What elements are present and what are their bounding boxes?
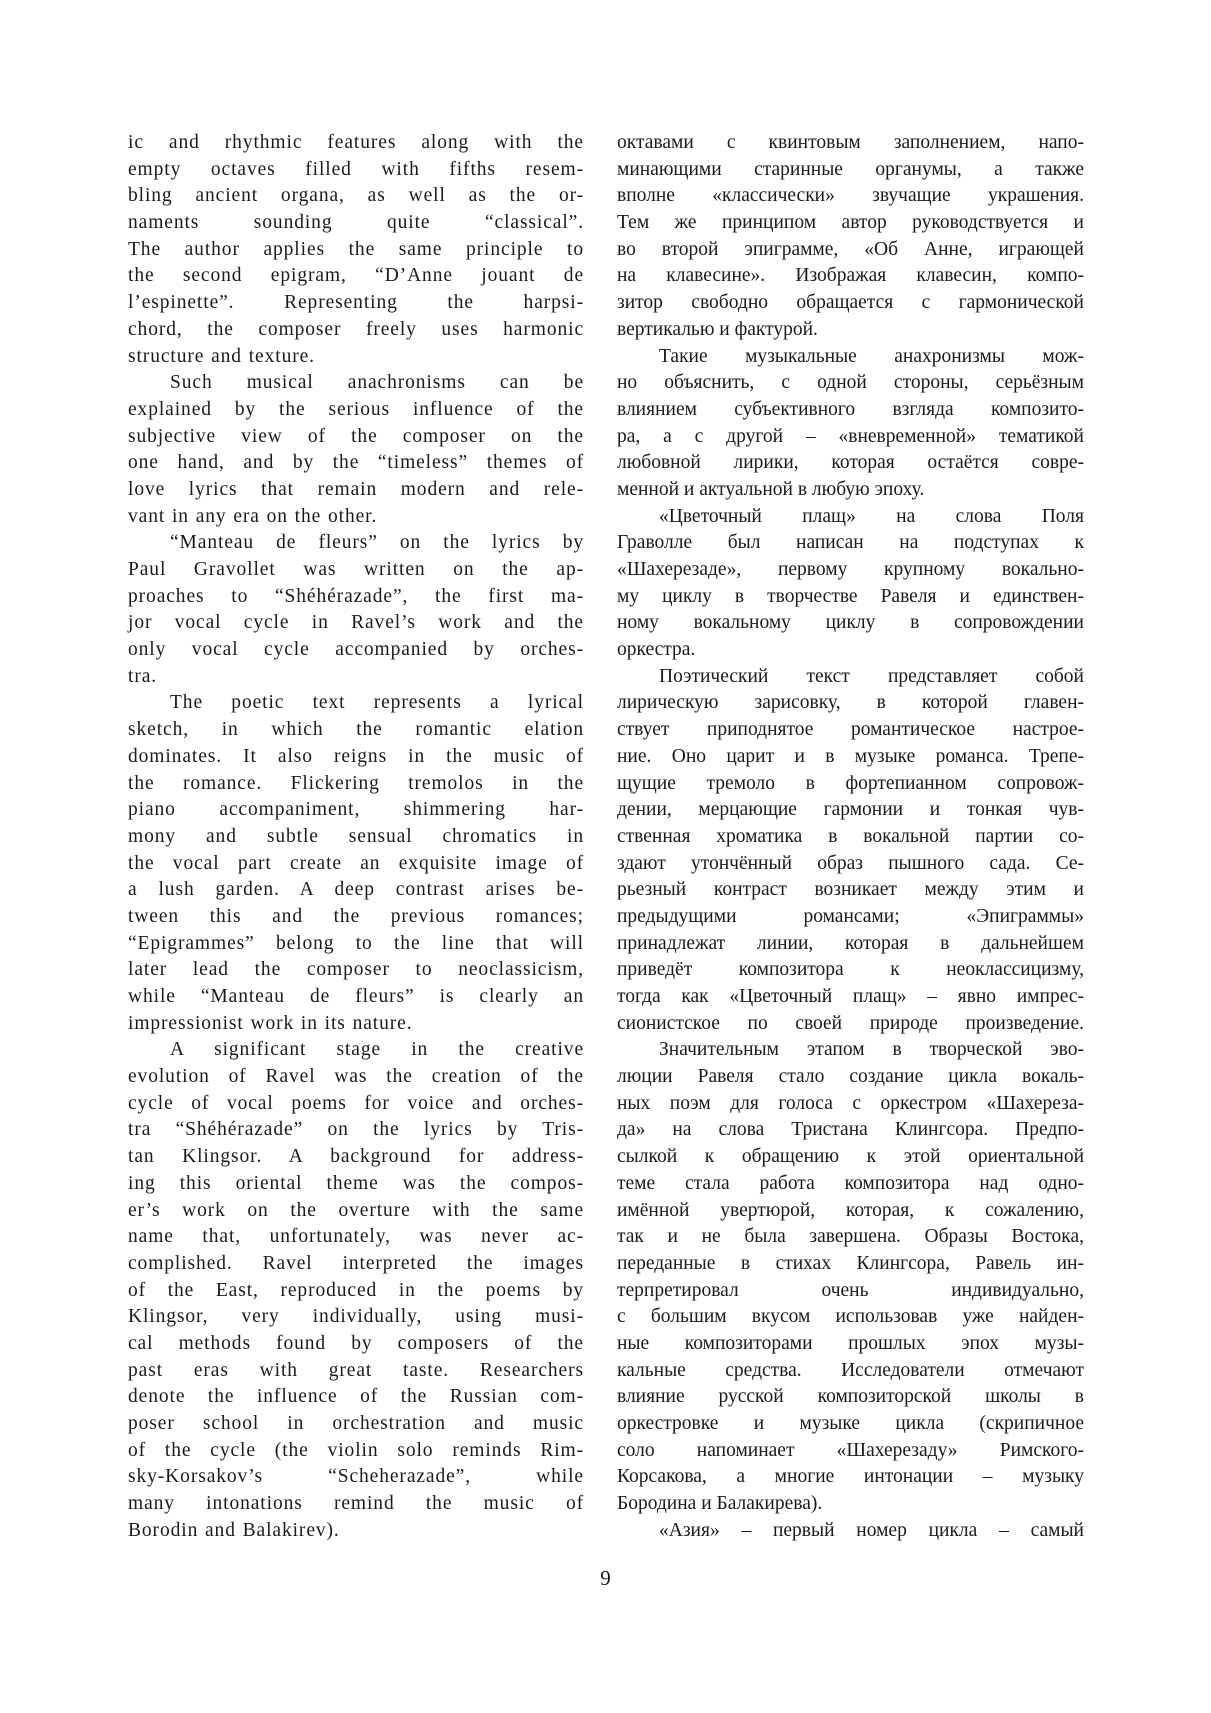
text-line: зитор свободно обращается с гармонической <box>617 292 1084 314</box>
text-line: denote the influence of the Russian com- <box>128 1386 584 1408</box>
text-line: терпретировал очень индивидуально, <box>617 1279 1084 1301</box>
text-line: ствует приподнятое романтическое настрое- <box>617 719 1084 741</box>
text-line: ние. Оно царит и в музыке романса. Трепе- <box>617 745 1084 767</box>
text-line: Such musical anachronisms can be <box>170 372 584 394</box>
text-line: ные композиторами прошлых эпох музы- <box>617 1332 1084 1354</box>
text-line: ing this oriental theme was the compos- <box>128 1172 584 1194</box>
text-line: sketch, in which the romantic elation <box>128 719 584 741</box>
text-line: a lush garden. A deep contrast arises be- <box>128 879 584 901</box>
text-line: The poetic text represents a lyrical <box>170 692 584 714</box>
text-line: влияние русской композиторской школы в <box>617 1386 1084 1408</box>
text-line: так и не была завершена. Образы Востока, <box>617 1226 1084 1248</box>
text-line: past eras with great taste. Researchers <box>128 1359 584 1381</box>
text-line: subjective view of the composer on the <box>128 425 584 447</box>
text-line: ic and rhythmic features along with the <box>128 132 584 153</box>
text-line: Paul Gravollet was written on the ap- <box>128 559 584 580</box>
text-line: impressionist work in its nature. <box>128 1012 413 1034</box>
text-line: с большим вкусом использовав уже найден- <box>617 1306 1084 1328</box>
page-number: 9 <box>600 1566 611 1590</box>
text-line: оркестра. <box>617 639 696 661</box>
text-line: naments sounding quite “classical”. <box>128 212 584 234</box>
text-line: Поэтический текст представляет собой <box>659 665 1084 687</box>
text-line: jor vocal cycle in Ravel’s work and the <box>128 612 584 634</box>
text-line: explained by the serious influence of the <box>128 398 584 420</box>
text-line: Значительным этапом в творческой эво- <box>659 1039 1084 1061</box>
text-line: щущие тремоло в фортепианном сопровож- <box>617 772 1084 794</box>
text-line: many intonations remind the music of <box>128 1493 584 1515</box>
text-line: «Азия» – первый номер цикла – самый <box>659 1519 1084 1541</box>
text-line: предыдущими романсами; «Эпиграммы» <box>617 905 1084 927</box>
text-line: Бородина и Балакирева). <box>617 1493 823 1515</box>
text-line: лирическую зарисовку, в которой главен- <box>617 692 1084 714</box>
text-line: dominates. It also reigns in the music of <box>128 745 584 767</box>
text-line: переданные в стихах Клингсора, Равель ин- <box>617 1252 1084 1274</box>
text-line: Тем же принципом автор руководствуется и <box>617 212 1084 234</box>
russian-text-column <box>617 130 1084 1544</box>
text-line: name that, unfortunately, was never ac- <box>128 1226 584 1248</box>
text-line: рьезный контраст возникает между этим и <box>617 879 1084 901</box>
text-line: кальные средства. Исследователи отмечают <box>617 1359 1084 1381</box>
text-line: tan Klingsor. A background for address- <box>128 1146 584 1168</box>
text-line: Borodin and Balakirev). <box>128 1519 340 1541</box>
text-line: му циклу в творчестве Равеля и единствен- <box>617 585 1084 607</box>
text-line: later lead the composer to neoclassicism, <box>128 959 584 981</box>
text-line: proaches to “Shéhérazade”, the first ma- <box>128 585 584 607</box>
text-line: piano accompaniment, shimmering har- <box>128 799 584 821</box>
text-line: sky-Korsakov’s “Scheherazade”, while <box>128 1466 584 1488</box>
text-line: only vocal cycle accompanied by orches- <box>128 639 584 661</box>
text-line: оркестровке и музыке цикла (скрипичное <box>617 1413 1084 1434</box>
text-line: вертикалью и фактурой. <box>617 318 818 340</box>
text-line: Корсакова, а многие интонации – музыку <box>617 1466 1084 1488</box>
text-line: cycle of vocal poems for voice and orches- <box>128 1092 584 1114</box>
text-line: но объяснить, с одной стороны, серьёзным <box>617 372 1084 394</box>
text-line: да» на слова Тристана Клингсора. Предпо- <box>617 1119 1084 1141</box>
text-line: mony and subtle sensual chromatics in <box>128 825 584 847</box>
text-line: сионистское по своей природе произведение. <box>617 1012 1084 1034</box>
text-line: the romance. Flickering tremolos in the <box>128 772 584 794</box>
text-line: дении, мерцающие гармонии и тонкая чув- <box>617 799 1084 821</box>
text-line: Граволле был написан на подступах к <box>617 532 1084 554</box>
text-line: минающими старинные органумы, а также <box>617 158 1084 180</box>
text-line: сылкой к обращению к этой ориентальной <box>617 1146 1084 1168</box>
text-line: октавами с квинтовым заполнением, напо- <box>617 132 1084 153</box>
text-line: chord, the composer freely uses harmonic <box>128 318 584 340</box>
text-line: while “Manteau de fleurs” is clearly an <box>128 986 584 1007</box>
text-line: vant in any era on the other. <box>128 505 378 527</box>
text-line: ному вокальному циклу в сопровождении <box>617 612 1084 634</box>
text-line: влиянием субъективного взгляда композито- <box>617 398 1084 420</box>
text-line: во второй эпиграмме, «Об Анне, играющей <box>617 238 1084 260</box>
text-line: здают утончённый образ пышного сада. Се- <box>617 852 1084 874</box>
text-line: l’espinette”. Representing the harpsi- <box>128 292 584 314</box>
text-line: теме стала работа композитора над одно- <box>617 1172 1084 1194</box>
text-line: bling ancient organa, as well as the or- <box>128 185 584 207</box>
english-text-column <box>128 130 584 1544</box>
text-line: любовной лирики, которая остаётся совре- <box>617 452 1084 474</box>
text-line: The author applies the same principle to <box>128 238 584 260</box>
text-line: tra. <box>128 665 158 687</box>
text-line: «Шахерезаде», первому крупному вокально- <box>617 559 1084 580</box>
text-line: love lyrics that remain modern and rele- <box>128 478 584 500</box>
text-line: one hand, and by the “timeless” themes of <box>128 452 584 474</box>
text-line: empty octaves filled with fifths resem- <box>128 158 584 180</box>
text-line: the vocal part create an exquisite image of <box>128 852 584 874</box>
text-line: A significant stage in the creative <box>170 1039 584 1061</box>
text-line: вполне «классически» звучащие украшения. <box>617 185 1084 207</box>
text-line: ственная хроматика в вокальной партии со- <box>617 825 1084 847</box>
text-line: Klingsor, very individually, using musi- <box>128 1306 584 1328</box>
text-line: Такие музыкальные анахронизмы мож- <box>659 345 1084 367</box>
text-line: принадлежат линии, которая в дальнейшем <box>617 932 1084 954</box>
text-line: тогда как «Цветочный плащ» – явно импрес- <box>617 986 1084 1007</box>
text-line: «Цветочный плащ» на слова Поля <box>659 505 1084 527</box>
text-line: of the cycle (the violin solo reminds Rim- <box>128 1439 584 1461</box>
text-line: ра, а с другой – «вневременной» тематикой <box>617 425 1084 447</box>
text-line: “Epigrammes” belong to the line that will <box>128 932 584 954</box>
text-line: structure and texture. <box>128 345 315 367</box>
text-line: на клавесине». Изображая клавесин, компо- <box>617 265 1084 287</box>
text-line: evolution of Ravel was the creation of the <box>128 1066 584 1088</box>
text-line: complished. Ravel interpreted the images <box>128 1252 584 1274</box>
text-line: of the East, reproduced in the poems by <box>128 1279 584 1301</box>
text-line: ных поэм для голоса с оркестром «Шахереза- <box>617 1092 1084 1114</box>
text-line: “Manteau de fleurs” on the lyrics by <box>170 532 584 554</box>
text-line: poser school in orchestration and music <box>128 1413 584 1434</box>
text-line: приведёт композитора к неоклассицизму, <box>617 959 1084 981</box>
text-line: менной и актуальной в любую эпоху. <box>617 478 925 500</box>
text-line: cal methods found by composers of the <box>128 1332 584 1354</box>
text-line: er’s work on the overture with the same <box>128 1199 584 1221</box>
text-line: tween this and the previous romances; <box>128 905 584 927</box>
text-line: люции Равеля стало создание цикла вокаль- <box>617 1066 1084 1088</box>
text-line: tra “Shéhérazade” on the lyrics by Tris- <box>128 1119 584 1141</box>
text-line: имённой увертюрой, которая, к сожалению, <box>617 1199 1084 1221</box>
text-line: соло напоминает «Шахерезаду» Римского- <box>617 1439 1084 1461</box>
text-line: the second epigram, “D’Anne jouant de <box>128 265 584 287</box>
